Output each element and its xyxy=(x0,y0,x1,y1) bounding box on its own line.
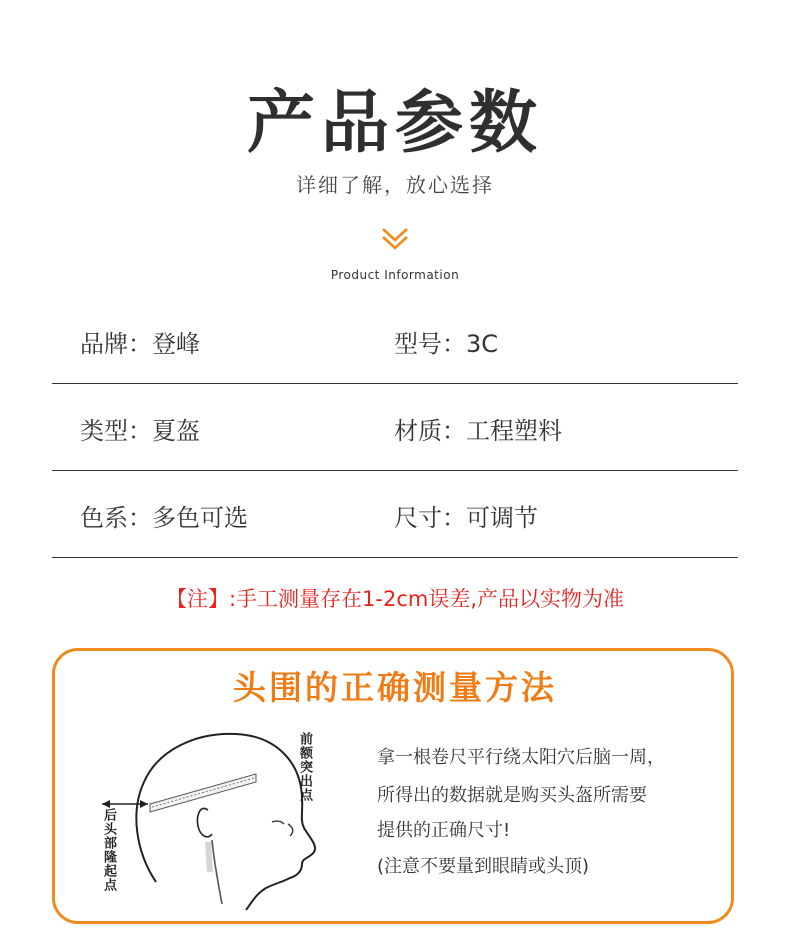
measurement-note: 【注】:手工测量存在1-2cm误差,产品以实物为准 xyxy=(165,587,625,611)
spec-row xyxy=(52,471,738,558)
page-title: 产品参数 xyxy=(246,84,543,163)
spec-model: 型号：3C xyxy=(394,330,499,358)
measure-text-line: 所得出的数据就是购买头盔所需要 xyxy=(377,785,647,806)
double-chevron-down-icon xyxy=(380,226,410,252)
measure-title: 头围的正确测量方法 xyxy=(233,668,557,707)
spec-type: 类型：夏盔 xyxy=(80,417,200,445)
spec-row xyxy=(52,297,738,384)
spec-color: 色系：多色可选 xyxy=(80,504,248,532)
spec-brand: 品牌：登峰 xyxy=(80,330,200,358)
spec-material: 材质：工程塑料 xyxy=(394,417,562,445)
page-subtitle: 详细了解，放心选择 xyxy=(296,173,494,197)
measure-text-line: 提供的正确尺寸! xyxy=(377,820,511,841)
head-measuring-tape-icon xyxy=(96,712,328,912)
english-title: Product Information xyxy=(330,268,460,282)
spec-size: 尺寸：可调节 xyxy=(394,504,538,532)
front-forehead-label: 前额突出点 xyxy=(297,732,312,802)
back-head-label: 后头部隆起点 xyxy=(101,808,116,892)
measure-text-line: (注意不要量到眼睛或头顶) xyxy=(377,856,590,877)
spec-row xyxy=(52,384,738,471)
measure-text-line: 拿一根卷尺平行绕太阳穴后脑一周， xyxy=(377,747,665,768)
